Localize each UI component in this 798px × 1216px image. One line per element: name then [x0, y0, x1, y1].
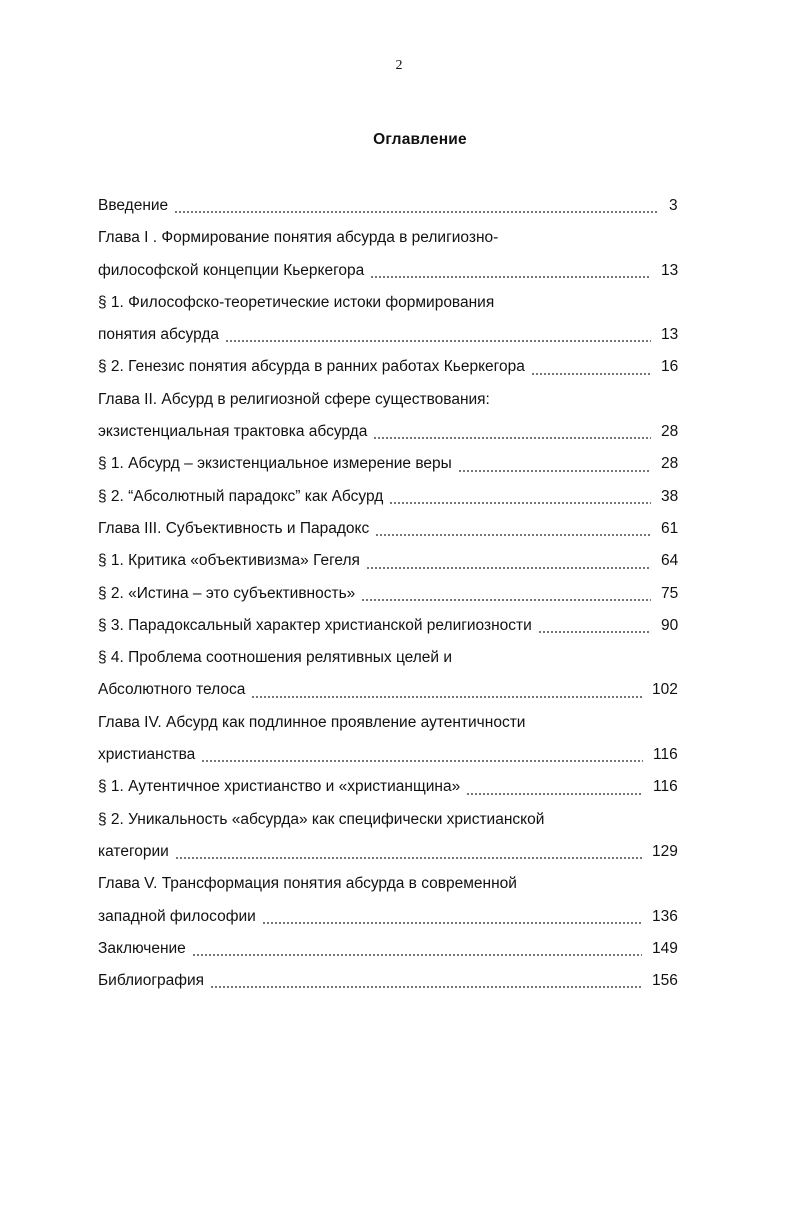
toc-entry: [98, 836, 688, 868]
toc-entry-text: § 4. Проблема соотношения релятивных целей и: [98, 649, 453, 667]
toc-entry-text: Введение: [98, 197, 169, 214]
toc-entry-text: экзистенциальная трактовка абсурда: [98, 423, 368, 441]
toc-entry-page: 28: [661, 455, 679, 473]
dot-leader: [192, 954, 642, 956]
toc-entry: [98, 771, 688, 803]
toc-entry-text: понятия абсурда: [98, 326, 220, 344]
toc-entry-page: 13: [661, 326, 679, 344]
toc-entry-text: § 1. Абсурд – экзистенциальное измерение веры: [98, 455, 452, 473]
toc-entry: [98, 255, 688, 287]
toc-entry: [98, 578, 688, 610]
toc-entry-text: § 1. Критика «объективизма» Гегеля: [98, 552, 360, 570]
dot-leader: [225, 340, 651, 342]
toc-entry: [98, 481, 688, 513]
toc-entry: [98, 416, 688, 448]
toc-entry: [98, 707, 688, 739]
toc-entry-page: 136: [652, 907, 678, 925]
toc-entry: [98, 674, 688, 706]
dot-leader: [174, 211, 659, 213]
dot-leader: [366, 567, 651, 569]
toc-entry: [98, 642, 688, 674]
toc-entry: [98, 513, 688, 545]
toc-entry-text: Библиография: [98, 972, 205, 990]
toc-title: Оглавление: [373, 131, 467, 148]
toc-entry: [98, 965, 688, 997]
toc-entry-page: 38: [661, 487, 679, 505]
toc-entry-page: 156: [652, 972, 678, 990]
page-number: 2: [395, 58, 403, 73]
toc-entry-text: категории: [98, 842, 169, 860]
toc-entry-page: 90: [661, 616, 679, 634]
dot-leader: [466, 793, 643, 795]
toc-entry: [98, 901, 688, 933]
toc-entry: [98, 610, 688, 642]
toc-entry-text: христианства: [98, 746, 196, 764]
toc-entry-text: западной философии: [98, 907, 256, 925]
dot-leader: [538, 631, 651, 633]
toc-entry-page: 129: [652, 842, 678, 860]
toc-entry-text: Глава III. Субъективность и Парадокс: [98, 519, 370, 537]
toc-entry-page: 116: [653, 746, 678, 764]
toc-entry: [98, 351, 688, 383]
toc-entry-page: 75: [661, 584, 679, 602]
toc-entry-text: Глава IV. Абсурд как подлинное проявление аутентичности: [98, 713, 526, 731]
toc-entry: [98, 222, 688, 254]
table-of-contents: [98, 190, 688, 997]
toc-entry-page: 13: [661, 261, 679, 279]
toc-entry-page: 102: [652, 681, 678, 699]
toc-entry: [98, 933, 688, 965]
toc-entry: [98, 287, 688, 319]
toc-entry-page: 3: [669, 197, 678, 214]
toc-entry: [98, 868, 688, 900]
dot-leader: [370, 276, 651, 278]
dot-leader: [373, 437, 651, 439]
toc-entry-text: Глава II. Абсурд в религиозной сфере существования:: [98, 390, 490, 408]
toc-entry: [98, 384, 688, 416]
toc-entry: [98, 319, 688, 351]
dot-leader: [262, 922, 642, 924]
toc-entry-text: Глава I . Формирование понятия абсурда в религиозно-: [98, 229, 499, 247]
toc-entry-text: § 2. «Истина – это субъективность»: [98, 584, 356, 602]
toc-entry-text: философской концепции Кьеркегора: [98, 261, 365, 279]
toc-entry: [98, 739, 688, 771]
toc-entry-text: § 2. Генезис понятия абсурда в ранних работах Кьеркегора: [98, 358, 525, 376]
toc-entry-page: 116: [653, 778, 678, 796]
dot-leader: [361, 599, 651, 601]
toc-entry-text: Заключение: [98, 939, 186, 957]
toc-entry-page: 149: [652, 939, 678, 957]
toc-entry-text: Глава V. Трансформация понятия абсурда в современной: [98, 875, 517, 893]
toc-entry-text: § 3. Парадоксальный характер христианской религиозности: [98, 616, 532, 634]
toc-entry-text: Абсолютного телоса: [98, 681, 246, 699]
toc-entry-text: § 1. Философско-теоретические истоки формирования: [98, 293, 495, 311]
dot-leader: [201, 760, 643, 762]
toc-entry-text: § 2. “Абсолютный парадокс” как Абсурд: [98, 487, 384, 505]
dot-leader: [389, 502, 651, 504]
dot-leader: [531, 373, 651, 375]
dot-leader: [251, 696, 642, 698]
dot-leader: [175, 857, 642, 859]
toc-entry: [98, 190, 688, 222]
dot-leader: [375, 534, 651, 536]
toc-entry-page: 64: [661, 552, 679, 570]
toc-entry-page: 61: [661, 519, 679, 537]
toc-entry-page: 16: [661, 358, 679, 376]
toc-entry-text: § 2. Уникальность «абсурда» как специфически христианской: [98, 810, 545, 828]
toc-entry: [98, 545, 688, 577]
toc-entry: [98, 804, 688, 836]
dot-leader: [458, 470, 651, 472]
dot-leader: [210, 986, 642, 988]
toc-entry-text: § 1. Аутентичное христианство и «христианщина»: [98, 778, 461, 796]
toc-entry: [98, 448, 688, 480]
toc-entry-page: 28: [661, 423, 679, 441]
